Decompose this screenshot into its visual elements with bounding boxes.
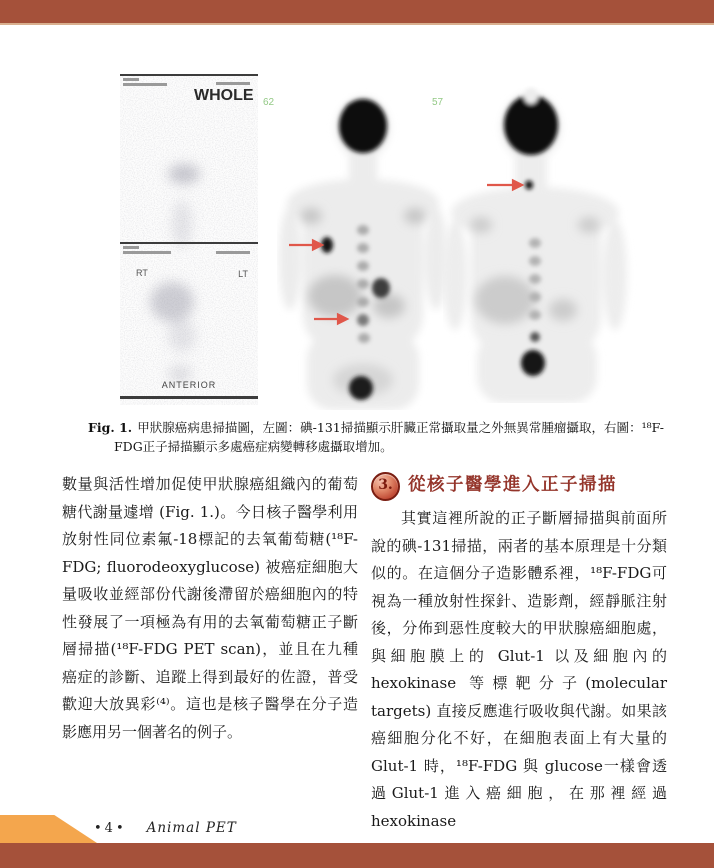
film-header-smalltext [123, 78, 139, 81]
section-number-badge: 3. [371, 472, 400, 501]
right-column-paragraph: 其實這裡所說的正子斷層掃描與前面所說的碘-131掃描，兩者的基本原理是十分類似的。在這個分子造影體系裡，¹⁸F-FDG可視為一種放射性探針、造影劑，經靜脈注射後，分佈到惡性度較大的甲狀腺癌細胞處，與細胞膜上的 Glut-1 以及細胞內的hexokinase 等標靶分子(molecular targets) 直接反應進行吸收與代謝。如果該癌細胞分化不好，在細胞表面上有大量的 Glut-1 時，¹⁸F-FDG 與 glucose一樣會透過Glut-1進入癌細胞，在那裡經過 hexokinase [371, 509, 667, 830]
right-text-column [371, 471, 667, 835]
red-arrow-icon [487, 181, 522, 190]
footer [94, 820, 237, 836]
anterior-label: ANTERIOR [161, 380, 217, 390]
iodine-131-scan-panel [120, 74, 258, 405]
film-header-smalltext [123, 246, 139, 249]
slice-number-left: 62 [263, 97, 275, 108]
book-title: Animal PET [146, 820, 237, 836]
film-divider-line [120, 74, 258, 76]
top-banner-edge [0, 23, 714, 25]
figure-caption [88, 418, 664, 456]
figure-caption-label: Fig. 1. [88, 420, 133, 435]
bottom-banner [0, 843, 714, 868]
slice-number-right: 57 [432, 97, 444, 108]
footer-corner-accent [0, 815, 97, 843]
left-text-column [62, 471, 358, 746]
whole-body-label: WHOLE [194, 87, 254, 104]
right-side-label: RT [136, 268, 148, 278]
section-heading [371, 471, 667, 501]
film-header-date-text [216, 251, 250, 254]
left-column-paragraph: 數量與活性增加促使甲狀腺癌組織內的葡萄糖代謝量遽增 (Fig. 1.)。今日核子醫學利用放射性同位素氟-18標記的去氧葡萄糖(¹⁸F-FDG; fluorodeoxyglucose) 被癌症細胞大量吸收並經部份代謝後滯留於癌細胞內的特性發展了一項極為有用的去氧葡萄糖正子斷層掃描(¹⁸F-FDG PET scan)，並且在九種癌症的診斷、追蹤上得到最好的佐證，普受歡迎大放異彩⁽⁴⁾。這也是核子醫學在分子造影應用另一個著名的例子。 [62, 475, 358, 741]
section-title: 從核子醫學進入正子掃描 [408, 475, 617, 496]
film-divider-line [120, 242, 258, 244]
page-number: •4• [94, 821, 127, 836]
film-divider-line [120, 396, 258, 399]
film-header-smalltext [123, 251, 171, 254]
pet-scan-middle [277, 88, 449, 410]
pet-scan-right [443, 85, 643, 403]
film-header-smalltext [123, 83, 167, 86]
left-side-label: LT [238, 269, 248, 279]
figure-caption-text: 甲狀腺癌病患掃描圖，左圖：碘-131掃描顯示肝臟正常攝取量之外無異常腫瘤攝取，右圖：¹⁸F-FDG正子掃描顯示多處癌症病變轉移處攝取增加。 [114, 420, 664, 454]
top-banner [0, 0, 714, 23]
film-header-date-text [216, 82, 250, 85]
film-grain-texture [120, 74, 258, 405]
